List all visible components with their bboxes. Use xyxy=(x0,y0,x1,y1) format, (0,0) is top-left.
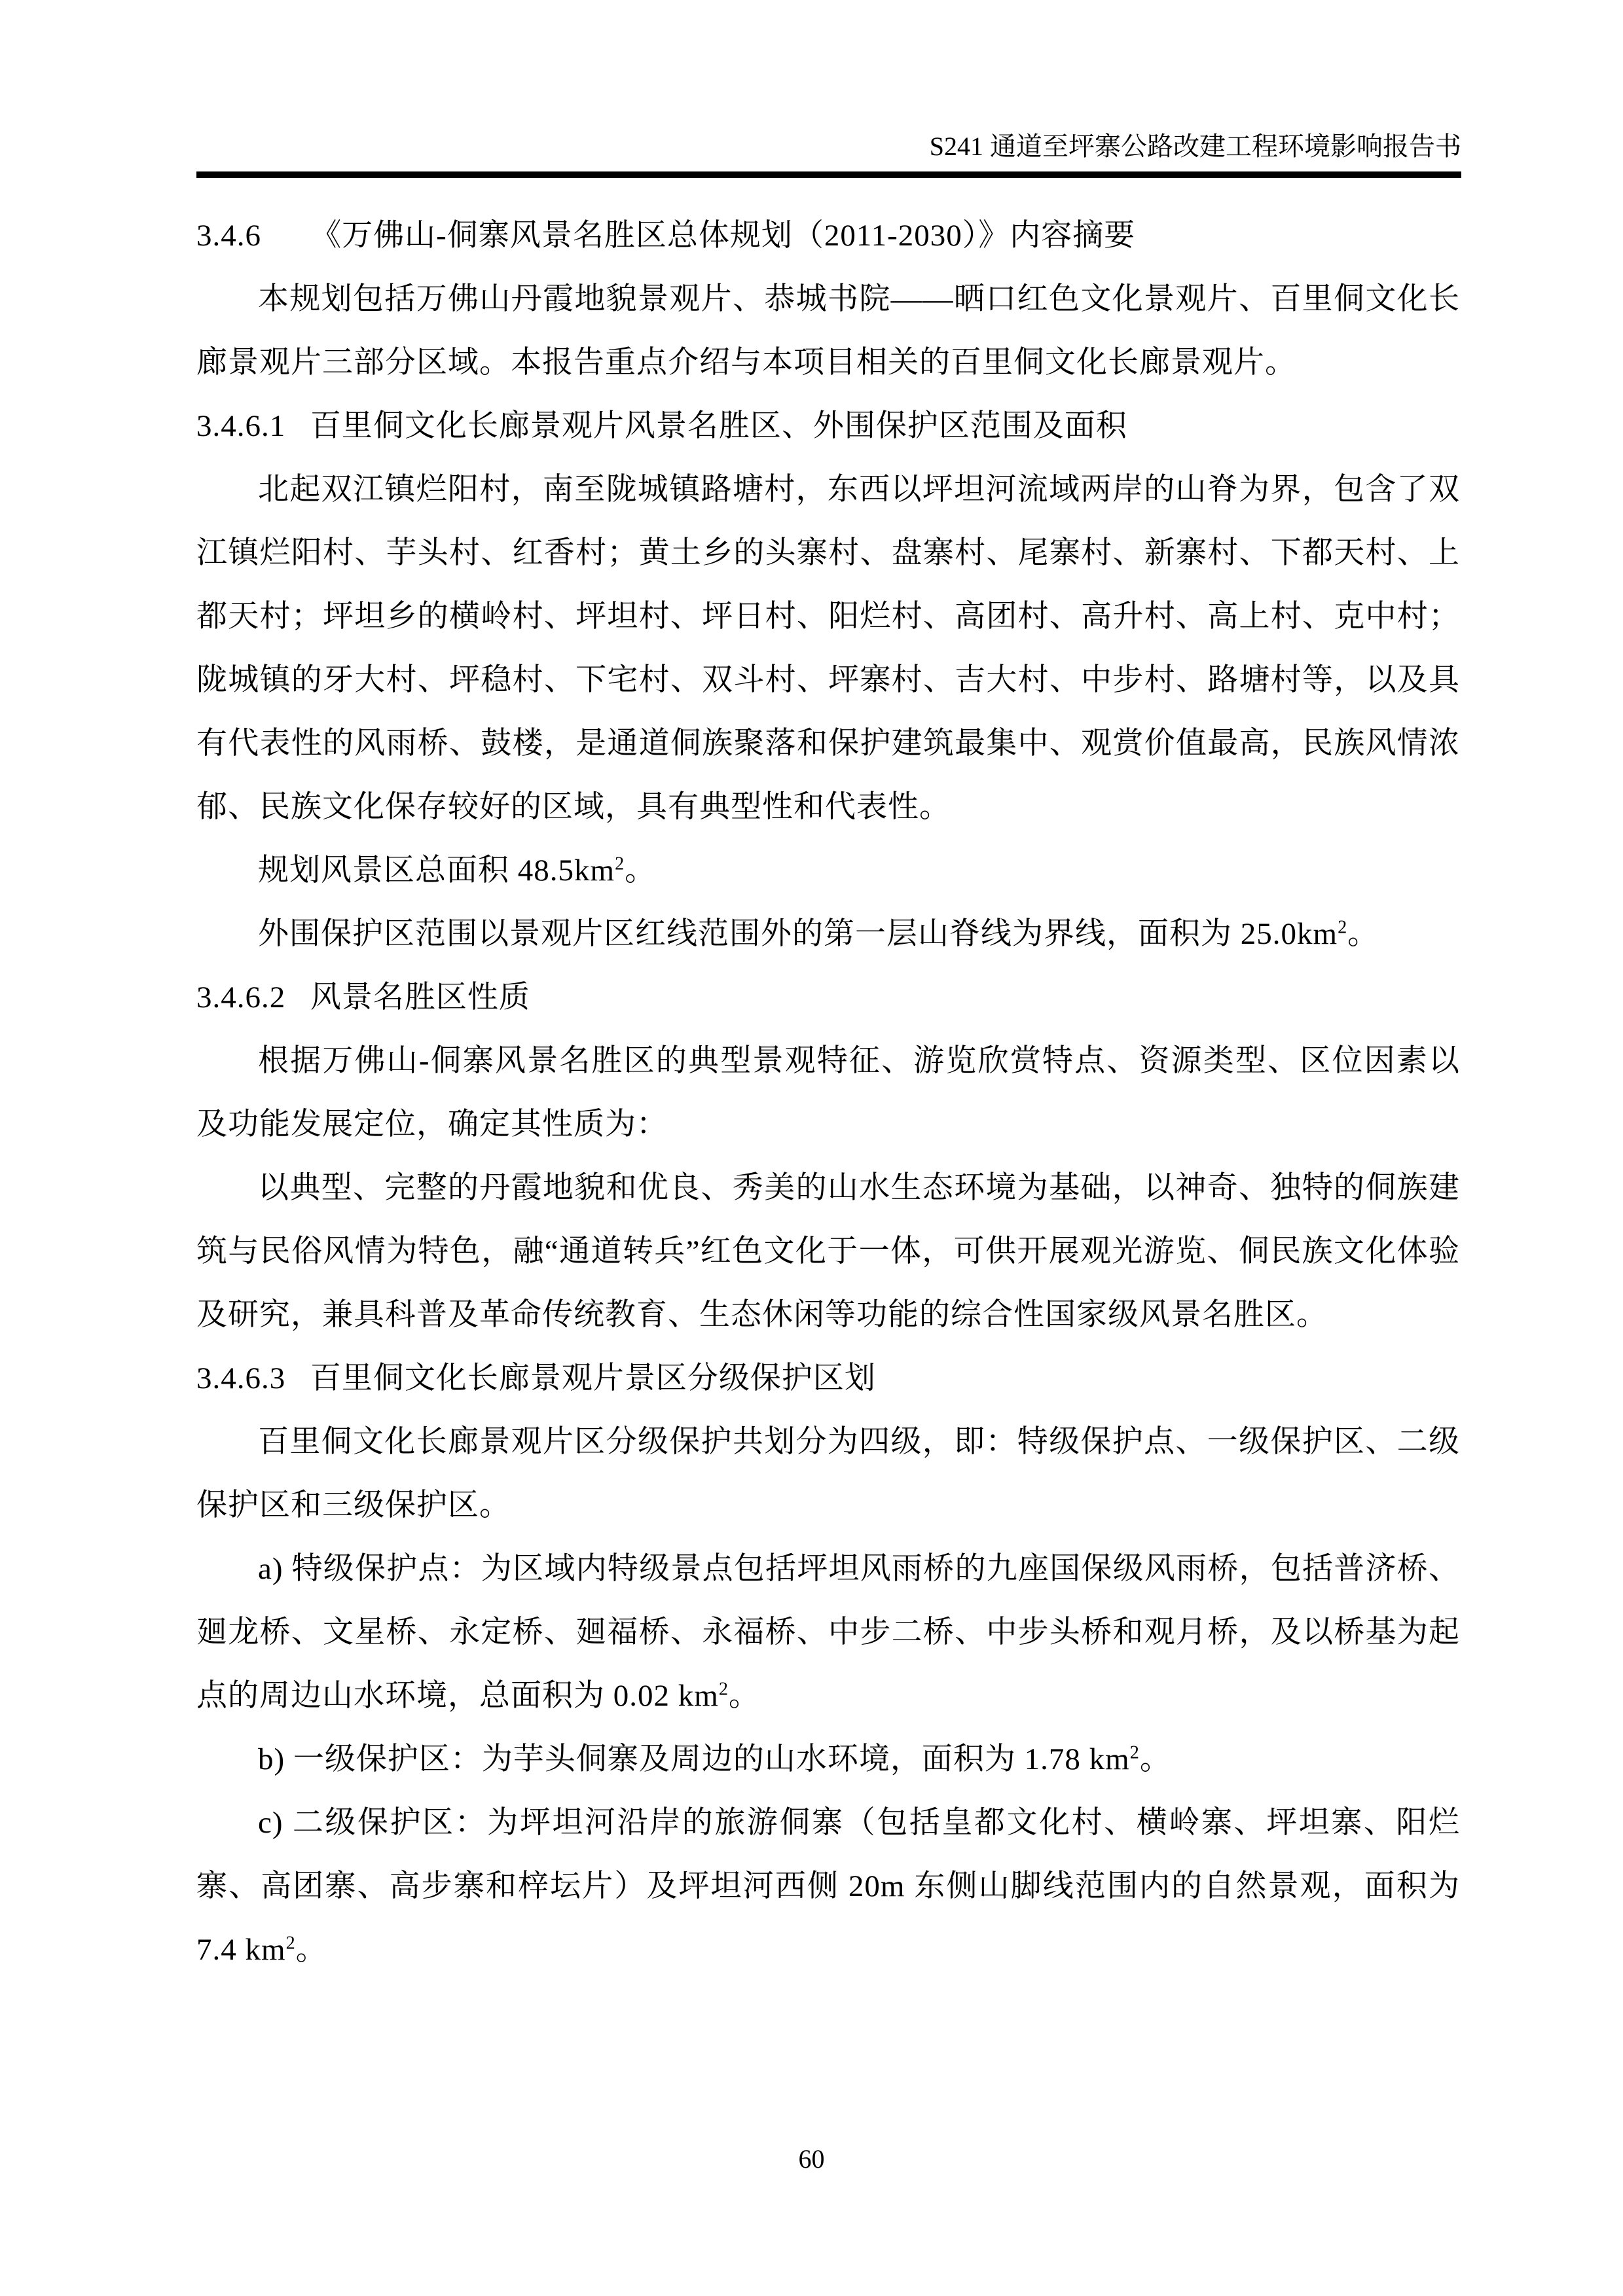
paragraph xyxy=(196,1410,1460,1537)
page-footer xyxy=(0,2144,1623,2175)
paragraph xyxy=(196,268,1460,395)
paragraph xyxy=(196,1030,1460,1157)
superscript: 2 xyxy=(718,1679,729,1700)
text-run: 外围保护区范围以景观片区红线范围外的第一层山脊线为界线，面积为 25.0km xyxy=(258,917,1338,951)
superscript: 2 xyxy=(285,1933,296,1954)
text-run: 。 xyxy=(1347,917,1379,951)
paragraph xyxy=(196,839,1460,903)
section-heading xyxy=(196,1347,1460,1410)
text-run: 以典型、完整的丹霞地貌和优良、秀美的山水生态环境为基础，以神奇、独特的侗族建筑与民俗风情为特色，融“通道转兵”红色文化于一体，可供开展观光游览、侗民族文化体验及研究，兼具科普及革命传统教育、生态休闲等功能的综合性国家级风景名胜区。 xyxy=(196,1171,1460,1332)
text-run: 《万佛山-侗寨风景名胜区总体规划（2011-2030）》内容摘要 xyxy=(310,219,1136,253)
text-run: b) 一级保护区：为芋头侗寨及周边的山水环境，面积为 1.78 km xyxy=(258,1742,1130,1776)
text-run: c) 二级保护区：为坪坦河沿岸的旅游侗寨（包括皇都文化村、横岭寨、坪坦寨、阳烂寨、高团寨、高步寨和梓坛片）及坪坦河西侧 20m 东侧山脚线范围内的自然景观，面积为 7.4 km xyxy=(196,1806,1460,1967)
section-heading xyxy=(196,395,1460,458)
text-run: 根据万佛山-侗寨风景名胜区的典型景观特征、游览欣赏特点、资源类型、区位因素以及功能发展定位，确定其性质为： xyxy=(196,1044,1460,1141)
text-run: 。 xyxy=(295,1933,327,1967)
superscript: 2 xyxy=(1338,917,1348,938)
text-run: 百里侗文化长廊景观片景区分级保护区划 xyxy=(310,1361,876,1395)
text-run: 规划风景区总面积 48.5km xyxy=(258,853,615,888)
section-number: 3.4.6.3 xyxy=(196,1361,286,1395)
superscript: 2 xyxy=(1129,1742,1140,1763)
text-run: 。 xyxy=(728,1679,760,1713)
text-run: 百里侗文化长廊景观片区分级保护共划分为四级，即：特级保护点、一级保护区、二级保护区和三级保护区。 xyxy=(196,1425,1460,1522)
text-run: a) 特级保护点：为区域内特级景点包括坪坦风雨桥的九座国保级风雨桥，包括普济桥、廻龙桥、文星桥、永定桥、廻福桥、永福桥、中步二桥、中步头桥和观月桥，及以桥基为起点的周边山水环境，总面积为 0.02 km xyxy=(196,1552,1460,1713)
paragraph xyxy=(196,458,1460,839)
paragraph xyxy=(196,1157,1460,1347)
section-number: 3.4.6 xyxy=(196,219,261,253)
paragraph xyxy=(196,903,1460,966)
superscript: 2 xyxy=(615,853,625,874)
document-body xyxy=(196,204,1460,1982)
text-run: 。 xyxy=(625,853,657,888)
text-run: 本规划包括万佛山丹霞地貌景观片、恭城书院——晒口红色文化景观片、百里侗文化长廊景观片三部分区域。本报告重点介绍与本项目相关的百里侗文化长廊景观片。 xyxy=(196,282,1460,380)
section-number: 3.4.6.1 xyxy=(196,409,286,443)
page-number: 60 xyxy=(798,2144,825,2174)
text-run: 。 xyxy=(1139,1742,1171,1776)
text-run: 风景名胜区性质 xyxy=(310,980,530,1014)
section-heading xyxy=(196,966,1460,1030)
paragraph xyxy=(196,1537,1460,1728)
header-rule xyxy=(196,171,1461,178)
text-run: 北起双江镇烂阳村，南至陇城镇路塘村，东西以坪坦河流域两岸的山脊为界，包含了双江镇烂阳村、芋头村、红香村；黄土乡的头寨村、盘寨村、尾寨村、新寨村、下都天村、上都天村；坪坦乡的横岭村、坪坦村、坪日村、阳烂村、高团村、高升村、高上村、克中村；陇城镇的牙大村、坪稳村、下宅村、双斗村、坪寨村、吉大村、中步村、路塘村等，以及具有代表性的风雨桥、鼓楼，是通道侗族聚落和保护建筑最集中、观赏价值最高，民族风情浓郁、民族文化保存较好的区域，具有典型性和代表性。 xyxy=(196,473,1460,824)
section-number: 3.4.6.2 xyxy=(196,980,286,1014)
text-run: 百里侗文化长廊景观片风景名胜区、外围保护区范围及面积 xyxy=(310,409,1127,443)
section-heading xyxy=(196,204,1460,268)
paragraph xyxy=(196,1791,1460,1982)
paragraph xyxy=(196,1728,1460,1791)
header-title: S241 通道至坪寨公路改建工程环境影响报告书 xyxy=(929,132,1461,161)
